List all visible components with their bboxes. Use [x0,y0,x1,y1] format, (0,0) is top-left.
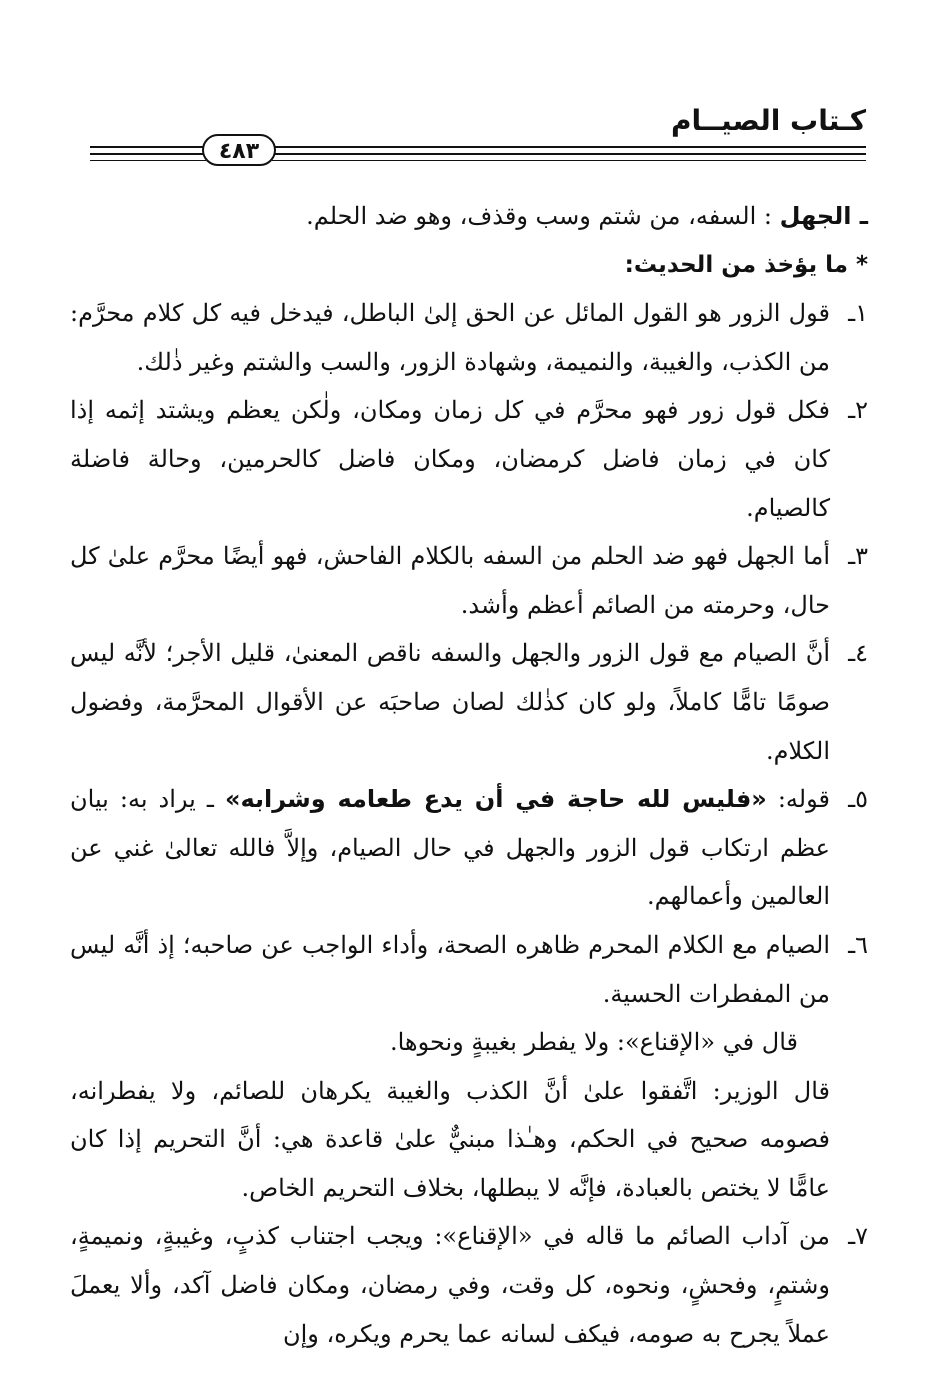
header-rule [272,160,866,161]
quote-wazir: قال الوزير: اتَّفقوا علىٰ أنَّ الكذب والغيبة يكرهان للصائم، ولا يفطرانه، فصومه صحيح في الحكم، وهـٰذا مبنيٌّ علىٰ قاعدة هي: أنَّ التحريم إذا كان عامًّا لا يختص بالعبادة، فإنَّه لا يبطلها، بخلاف التحريم الخاص. [70,1076,830,1202]
numbered-point [70,1212,868,1358]
page-header [90,100,866,180]
glossary-definition: : السفه، من شتم وسب وقذف، وهو ضد الحلم. [306,202,772,230]
numbered-point [70,532,868,629]
point-number: ٥ـ [848,785,868,814]
point-text: الصيام مع الكلام المحرم ظاهره الصحة، وأداء الواجب عن صاحبه؛ إذ أنَّه ليس من المفطرات الحسية. [70,930,830,1008]
point-number: ٣ـ [848,542,868,571]
point-text: أنَّ الصيام مع قول الزور والجهل والسفه ناقص المعنىٰ، قليل الأجر؛ لأنَّه ليس صومًا تامًّا كاملاً، ولو كان كذٰلك لصان صاحبَه عن الأقوال المحرَّمة، وفضول الكلام. [70,639,830,765]
numbered-point [70,289,868,386]
point-lead: قوله: [777,785,830,814]
header-rule [272,146,866,148]
section-heading: * ما يؤخذ من الحديث: [624,251,868,278]
hadith-quote: «فليس لله حاجة في أن يدع طعامه وشرابه» [224,785,767,814]
point-number: ١ـ [848,299,868,328]
numbered-point [70,921,868,1018]
point-number: ٢ـ [848,396,868,425]
glossary-entry [70,192,868,241]
header-rule [272,153,866,155]
point-number: ٦ـ [848,930,868,959]
page-number: ٤٨٣ [202,134,276,166]
point-text: أما الجهل فهو ضد الحلم من السفه بالكلام الفاحش، فهو أيضًا محرَّم علىٰ كل حال، وحرمته من الصائم أعظم وأشد. [70,542,831,619]
quote-iqna: قال في «الإقناع»: ولا يفطر بغيبةٍ ونحوها. [389,1028,798,1057]
point-number: ٤ـ [848,639,868,668]
header-rule [90,153,206,155]
point-number: ٧ـ [848,1222,868,1251]
numbered-point [70,386,868,532]
point-text: قول الزور هو القول المائل عن الحق إلىٰ الباطل، فيدخل فيه كل كلام محرَّم: من الكذب، والغيبة، والنميمة، وشهادة الزور، والسب والشتم وغير ذٰلك. [70,299,830,376]
book-title: كـتاب الصيــام [671,104,866,137]
point-text: فكل قول زور فهو محرَّم في كل زمان ومكان، ولٰكن يعظم ويشتد إثمه إذا كان في زمان فاضل كرمضان، ومكان فاضل كالحرمين، وحالة فاضلة كالصيام. [70,396,830,522]
point-text: من آداب الصائم ما قاله في «الإقناع»: ويجب اجتناب كذبٍ، وغيبةٍ، ونميمةٍ، وشتمٍ، وفحشٍ، ونحوه، كل وقت، وفي رمضان، ومكان فاضل آكد، وألا يعملَ عملاً يجرح به صومه، فيكف لسانه عما يحرم ويكره، وإن [70,1222,830,1348]
numbered-point [70,629,868,775]
glossary-term: ـ الجهل [779,202,868,230]
header-rule [90,146,206,148]
header-rule [90,160,206,161]
numbered-point [70,775,868,921]
point-text: ـ يراد به: بيان عظم ارتكاب قول الزور والجهل في حال الصيام، وإلاَّ فالله تعالىٰ غني عن العالمين وأعمالهم. [70,785,830,911]
page-body [70,192,868,1358]
